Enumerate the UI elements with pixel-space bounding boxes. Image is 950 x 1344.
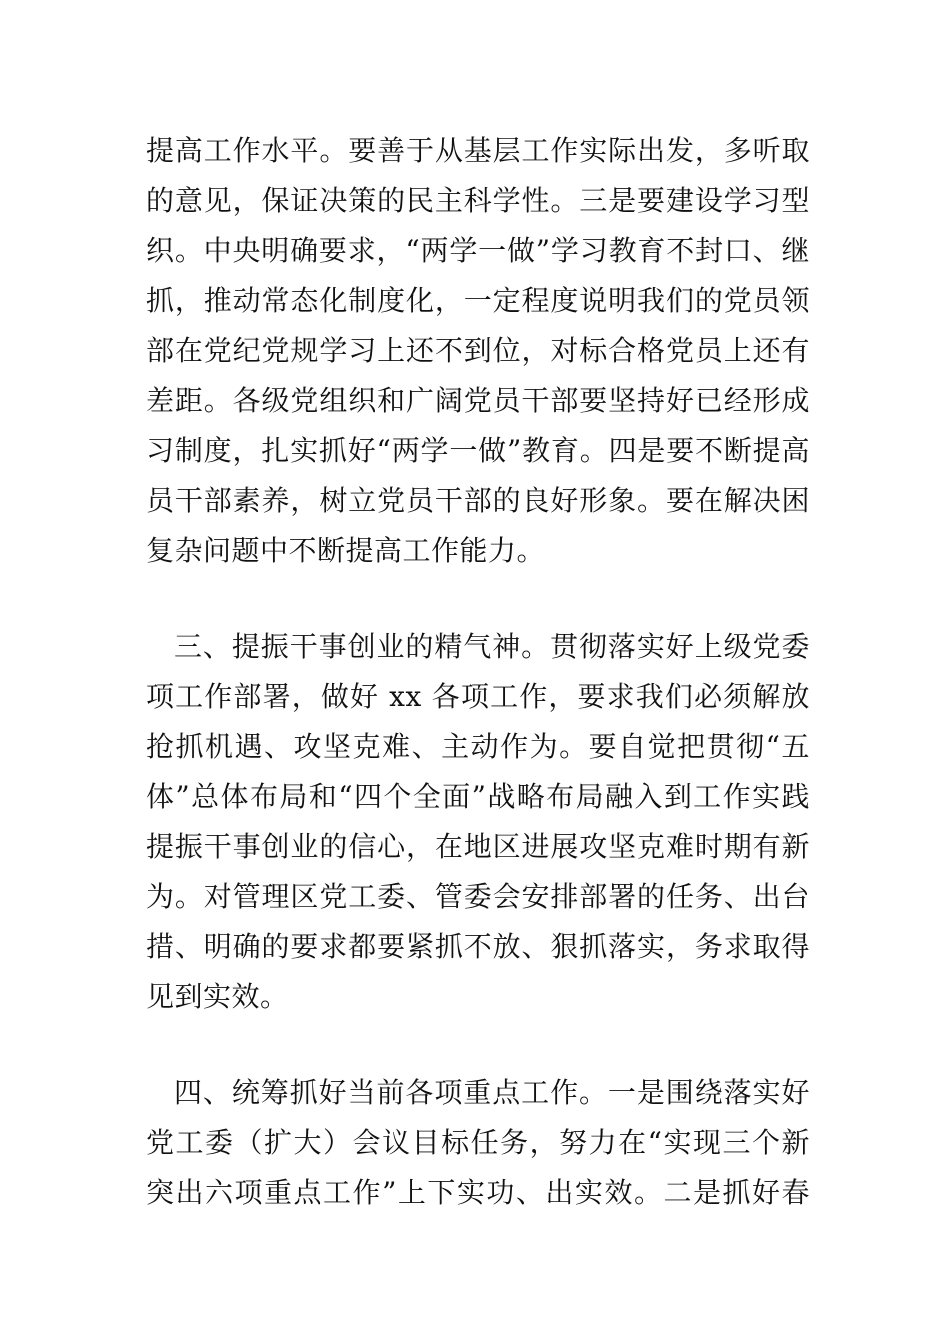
paragraph-1 bbox=[146, 126, 810, 576]
paragraph-line: 党工委（扩大）会议目标任务，努力在“实现三个新 bbox=[146, 1126, 810, 1159]
paragraph-line: 提高工作水平。要善于从基层工作实际出发，多听取 bbox=[146, 134, 810, 167]
paragraph-line: 差距。各级党组织和广阔党员干部要坚持好已经形成 bbox=[146, 384, 810, 417]
paragraph-line: 见到实效。 bbox=[146, 980, 289, 1013]
paragraph-line: 复杂问题中不断提高工作能力。 bbox=[146, 534, 546, 567]
paragraph-3 bbox=[146, 1068, 810, 1218]
paragraph-line: 突出六项重点工作”上下实功、出实效。二是抓好春 bbox=[146, 1176, 810, 1209]
paragraph-line: 习制度，扎实抓好“两学一做”教育。四是要不断提高 bbox=[146, 434, 810, 467]
paragraph-2 bbox=[146, 622, 810, 1022]
paragraph-line: 提振干事创业的信心，在地区进展攻坚克难时期有新 bbox=[146, 830, 810, 863]
paragraph-line: 的意见，保证决策的民主科学性。三是要建设学习型 bbox=[146, 184, 810, 217]
paragraph-line: 部在党纪党规学习上还不到位，对标合格党员上还有 bbox=[146, 334, 810, 367]
paragraph-line: 为。对管理区党工委、管委会安排部署的任务、出台 bbox=[146, 880, 810, 913]
paragraph-line: 三、提振干事创业的精气神。贯彻落实好上级党委 bbox=[174, 630, 810, 663]
paragraph-line: 织。中央明确要求，“两学一做”学习教育不封口、继 bbox=[146, 234, 810, 267]
paragraph-line: 员干部素养，树立党员干部的良好形象。要在解决困 bbox=[146, 484, 810, 517]
paragraph-line: 体”总体布局和“四个全面”战略布局融入到工作实践 bbox=[146, 780, 810, 813]
paragraph-line: 措、明确的要求都要紧抓不放、狠抓落实，务求取得 bbox=[146, 930, 810, 963]
paragraph-line: 四、统筹抓好当前各项重点工作。一是围绕落实好 bbox=[174, 1076, 810, 1109]
paragraph-line: 抢抓机遇、攻坚克难、主动作为。要自觉把贯彻“五 bbox=[146, 730, 810, 763]
paragraph-line: 项工作部署，做好 xx 各项工作，要求我们必须解放 bbox=[146, 680, 810, 713]
paragraph-line: 抓，推动常态化制度化，一定程度说明我们的党员领 bbox=[146, 284, 810, 317]
